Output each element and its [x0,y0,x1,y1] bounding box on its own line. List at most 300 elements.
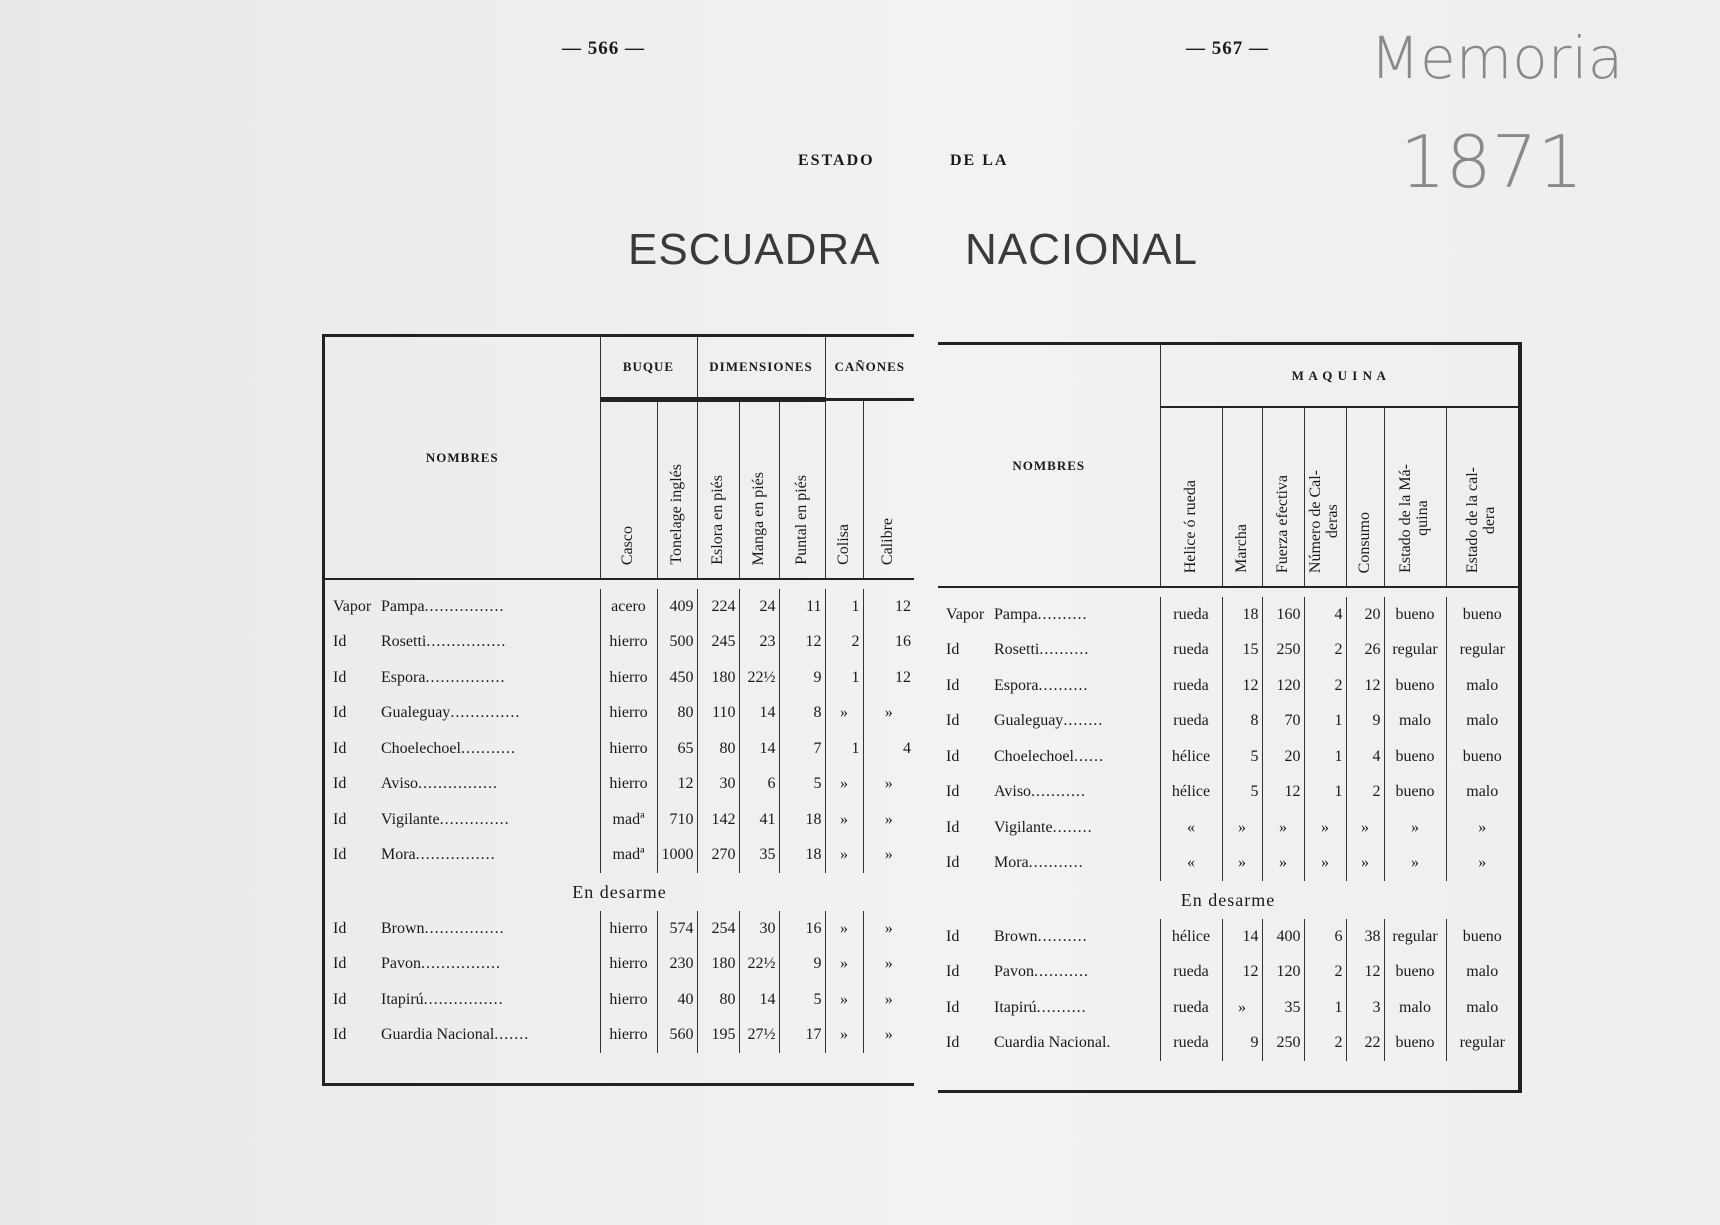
left-cell: hierro [600,1018,657,1054]
ship-name: Aviso [381,775,419,793]
right-cell: » [1304,846,1346,882]
ship-name: Brown [994,927,1038,945]
left-cell: 16 [863,625,914,661]
left-cell: 18 [779,802,825,838]
left-cell: madª [600,802,657,838]
right-cell: 1 [1304,990,1346,1026]
left-ship-name-cell [325,589,600,625]
right-col-header-2 [1262,407,1304,587]
left-cell: 230 [657,947,697,983]
leader-dots: ........... [1028,854,1084,872]
buque-header: BUQUE [622,358,675,374]
left-cell: 14 [739,696,779,732]
left-cell: 22½ [739,947,779,983]
left-col-text: Colisa [834,524,852,565]
left-col-header-6 [863,399,914,579]
right-ship-name-cell [938,955,1160,991]
right-cell: 1 [1304,704,1346,740]
left-col-label [836,524,853,565]
leader-dots: .......... [1039,641,1090,659]
right-cell: rueda [1160,597,1222,633]
right-table-row [938,1026,1518,1062]
left-col-header-3 [739,399,779,579]
leader-dots: .......... [1037,605,1088,623]
right-table [938,345,1518,1061]
right-cell: 9 [1346,704,1384,740]
left-cell: hierro [600,696,657,732]
left-ship-name-cell [325,802,600,838]
row-prefix: Id [333,668,347,686]
right-cell: 70 [1262,704,1304,740]
leader-dots: ........... [1031,783,1087,801]
left-cell: 2 [825,625,863,661]
right-table-frame [938,342,1522,1093]
right-cell: malo [1446,775,1518,811]
right-cell: rueda [1160,704,1222,740]
left-cell: 195 [697,1018,739,1054]
left-cell: 41 [739,802,779,838]
right-col-label [1275,475,1292,573]
left-col-label [880,518,897,565]
row-prefix: Id [946,998,960,1016]
left-col-header-2 [697,399,739,579]
right-col-label [1398,464,1432,573]
left-cell: 14 [739,731,779,767]
left-table-row [325,660,914,696]
right-col-header-3 [1304,407,1346,587]
left-ship-name-cell [325,947,600,983]
right-col-text: Helice ó rueda [1181,479,1199,573]
right-table-row [938,810,1518,846]
ship-name: Pavon [381,955,421,973]
right-col-label [1308,470,1342,573]
ship-name: Vigilante [994,818,1053,836]
right-cell: 400 [1262,919,1304,955]
right-cell: regular [1446,1026,1518,1062]
leader-dots: ........... [460,739,516,757]
left-table-row [325,982,914,1018]
ship-name: Gualeguay [381,704,451,722]
leader-dots: ........ [1052,818,1093,836]
row-prefix: Id [333,739,347,757]
right-table-row [938,919,1518,955]
left-cell: 12 [779,625,825,661]
right-cell: 9 [1222,1026,1262,1062]
left-cell: 12 [657,767,697,803]
left-cell: 270 [697,838,739,874]
left-cell: hierro [600,911,657,947]
left-cell: 245 [697,625,739,661]
left-table-frame [322,334,914,1086]
right-cell: malo [1446,704,1518,740]
left-col-text: Puntal en piés [792,475,810,565]
right-col-text: Marcha [1232,524,1250,573]
left-cell: 16 [779,911,825,947]
leader-dots: ................ [423,990,504,1008]
left-ship-name-cell [325,911,600,947]
left-col-label [794,475,811,565]
ship-name: Vigilante [381,810,440,828]
left-cell: 24 [739,589,779,625]
right-cell: » [1446,810,1518,846]
right-cell: 120 [1262,668,1304,704]
title-right: NACIONAL [965,225,1198,274]
left-cell: 1 [825,731,863,767]
left-ship-name-cell [325,660,600,696]
right-cell: » [1262,810,1304,846]
left-cell: 5 [779,982,825,1018]
right-col-header-0 [1160,407,1222,587]
right-cell: malo [1446,955,1518,991]
ship-name: Choelechoel [994,747,1074,765]
right-table-row [938,704,1518,740]
row-prefix: Id [946,963,960,981]
row-prefix: Vapor [333,597,372,615]
left-col-label [669,464,686,565]
right-cell: bueno [1384,955,1446,991]
right-cell: rueda [1160,1026,1222,1062]
right-cell: rueda [1160,955,1222,991]
right-cell: rueda [1160,668,1222,704]
right-cell: hélice [1160,739,1222,775]
row-prefix: Id [333,704,347,722]
left-cell: » [825,947,863,983]
left-cell: 12 [863,589,914,625]
right-cell: 20 [1262,739,1304,775]
right-nombres-header: NOMBRES [1012,457,1086,473]
maquina-header: M A Q U I N A [1291,367,1387,383]
leader-dots: .......... [1037,927,1088,945]
left-cell: hierro [600,660,657,696]
left-table-row [325,911,914,947]
right-cell: rueda [1160,990,1222,1026]
right-cell: » [1262,846,1304,882]
right-cell: 12 [1262,775,1304,811]
leader-dots: .......... [1038,676,1089,694]
ship-name: Cuardia Nacional [994,1034,1107,1052]
left-cell: 65 [657,731,697,767]
right-cell: 120 [1262,955,1304,991]
right-cell: malo [1384,990,1446,1026]
left-col-text: Casco [619,525,637,565]
right-cell: 18 [1222,597,1262,633]
row-prefix: Id [946,676,960,694]
canones-header: CAÑONES [834,359,906,375]
row-prefix: Id [946,818,960,836]
left-cell: 180 [697,947,739,983]
left-cell: » [825,696,863,732]
right-col-text: Número de Cal- deras [1307,469,1341,573]
right-cell: 5 [1222,775,1262,811]
right-cell: 14 [1222,919,1262,955]
row-prefix: Id [333,955,347,973]
right-cell: 12 [1346,668,1384,704]
right-table-row [938,990,1518,1026]
left-cell: acero [600,589,657,625]
left-table-row [325,696,914,732]
right-cell: bueno [1384,739,1446,775]
right-cell: 2 [1304,955,1346,991]
right-col-text: Estado de la cal- dera [1464,466,1499,573]
right-cell: 4 [1304,597,1346,633]
ship-name: Choelechoel [381,739,461,757]
ship-name: Aviso [994,783,1032,801]
left-cell: 80 [697,982,739,1018]
left-cell: 40 [657,982,697,1018]
right-cell: » [1446,846,1518,882]
left-col-label [620,526,637,565]
right-cell: » [1346,810,1384,846]
page-number-right: — 567 — [1186,38,1269,59]
right-cell: « [1160,846,1222,882]
left-nombres-header: NOMBRES [425,449,499,465]
right-cell: » [1222,990,1262,1026]
row-prefix: Id [333,990,347,1008]
right-cell: bueno [1446,919,1518,955]
right-cell: 20 [1346,597,1384,633]
left-cell: 710 [657,802,697,838]
ship-name: Rosetti [381,633,427,651]
leader-dots: ................ [415,846,496,864]
left-cell: 110 [697,696,739,732]
right-cell: 4 [1346,739,1384,775]
row-prefix: Id [333,919,347,937]
ship-name: Espora [994,676,1039,694]
row-prefix: Id [333,775,347,793]
left-cell: 11 [779,589,825,625]
dimensiones-header: DIMENSIONES [709,358,813,374]
left-cell: 142 [697,802,739,838]
right-ship-name-cell [938,668,1160,704]
left-cell: 500 [657,625,697,661]
ship-name: Rosetti [994,641,1040,659]
right-cell: « [1160,810,1222,846]
left-table-row [325,1018,914,1054]
leader-dots: ................ [424,919,505,937]
left-col-text: Tonelage inglés [667,464,685,565]
right-cell: 35 [1262,990,1304,1026]
left-cell: hierro [600,625,657,661]
left-cell: 8 [779,696,825,732]
right-cell: bueno [1446,739,1518,775]
right-col-text: Fuerza efectiva [1273,474,1291,573]
ship-name: Pampa [994,605,1038,623]
left-ship-name-cell [325,696,600,732]
right-cell: bueno [1384,775,1446,811]
ship-name: Itapirú [994,998,1037,1016]
leader-dots: ........... [1034,963,1089,981]
left-cell: hierro [600,767,657,803]
left-cell: 1 [825,660,863,696]
left-cell: 23 [739,625,779,661]
row-prefix: Id [946,783,960,801]
left-col-header-0 [600,399,657,579]
leader-dots: ................ [424,597,505,615]
left-col-header-1 [657,399,697,579]
right-col-text: Estado de la Má- quina [1397,464,1431,573]
right-table-row [938,955,1518,991]
left-cell: » [825,911,863,947]
right-cell: » [1346,846,1384,882]
right-table-row [938,597,1518,633]
right-col-header-5 [1384,407,1446,587]
right-cell: regular [1446,633,1518,669]
right-table-row [938,633,1518,669]
right-table-row [938,775,1518,811]
right-col-header-1 [1222,407,1262,587]
right-cell: » [1384,810,1446,846]
right-col-label [1357,512,1374,573]
right-cell: 3 [1346,990,1384,1026]
right-ship-name-cell [938,846,1160,882]
leader-dots: ................ [418,775,499,793]
right-cell: 8 [1222,704,1262,740]
row-prefix: Id [333,1026,347,1044]
left-cell: » [863,802,914,838]
left-col-text: Manga en piés [749,471,767,565]
right-cell: regular [1384,633,1446,669]
row-prefix: Id [946,747,960,765]
left-cell: 9 [779,660,825,696]
right-cell: 1 [1304,739,1346,775]
right-cell: malo [1446,990,1518,1026]
left-table-row [325,731,914,767]
left-cell: » [825,767,863,803]
left-col-label [710,475,727,565]
leader-dots: ................ [421,955,501,973]
right-cell: 1 [1304,775,1346,811]
left-cell: 409 [657,589,697,625]
right-cell: 250 [1262,1026,1304,1062]
row-prefix: Id [946,712,960,730]
left-cell: 1000 [657,838,697,874]
left-cell: » [825,802,863,838]
left-cell: 35 [739,838,779,874]
right-desarme-label: En desarme [1180,889,1276,910]
right-col-header-6 [1446,407,1518,587]
right-cell: » [1222,846,1262,882]
left-table-row [325,589,914,625]
left-cell: 80 [697,731,739,767]
ship-name: Mora [381,846,416,864]
left-cell: » [863,696,914,732]
right-col-text: Consumo [1355,511,1373,573]
right-cell: malo [1446,668,1518,704]
row-prefix: Id [946,927,960,945]
right-cell: 38 [1346,919,1384,955]
leader-dots: .............. [439,810,510,828]
right-cell: » [1222,810,1262,846]
left-cell: » [863,911,914,947]
right-col-label [1183,480,1200,573]
left-cell: 30 [739,911,779,947]
left-table-row [325,802,914,838]
left-cell: 17 [779,1018,825,1054]
right-ship-name-cell [938,990,1160,1026]
left-table-row [325,767,914,803]
left-table-row [325,625,914,661]
left-cell: hierro [600,731,657,767]
left-cell: 9 [779,947,825,983]
left-cell: 4 [863,731,914,767]
left-cell: » [825,838,863,874]
row-prefix: Id [333,810,347,828]
ship-name: Mora [994,854,1029,872]
estado-heading: ESTADO [798,152,875,169]
left-cell: 27½ [739,1018,779,1054]
right-cell: 26 [1346,633,1384,669]
right-ship-name-cell [938,810,1160,846]
right-cell: 250 [1262,633,1304,669]
left-desarme-label: En desarme [572,881,667,902]
left-cell: 574 [657,911,697,947]
right-cell: 2 [1304,633,1346,669]
leader-dots: ........ [1063,712,1104,730]
left-ship-name-cell [325,838,600,874]
right-cell: 160 [1262,597,1304,633]
leader-dots: .............. [450,704,521,722]
left-cell: 450 [657,660,697,696]
right-ship-name-cell [938,704,1160,740]
left-ship-name-cell [325,625,600,661]
left-cell: » [863,1018,914,1054]
right-cell: 6 [1304,919,1346,955]
left-cell: » [825,1018,863,1054]
right-cell: 15 [1222,633,1262,669]
left-cell: 180 [697,660,739,696]
right-cell: rueda [1160,633,1222,669]
left-table-row [325,838,914,874]
leader-dots: ...... [1073,747,1104,765]
left-cell: hierro [600,947,657,983]
right-cell: 12 [1346,955,1384,991]
right-ship-name-cell [938,1026,1160,1062]
left-ship-name-cell [325,982,600,1018]
right-cell: 5 [1222,739,1262,775]
left-cell: 1 [825,589,863,625]
right-ship-name-cell [938,919,1160,955]
right-cell: regular [1384,919,1446,955]
right-cell: » [1384,846,1446,882]
right-cell: 12 [1222,668,1262,704]
left-ship-name-cell [325,731,600,767]
right-cell: 12 [1222,955,1262,991]
left-cell: 560 [657,1018,697,1054]
left-cell: 80 [657,696,697,732]
left-ship-name-cell [325,1018,600,1054]
right-cell: 2 [1304,1026,1346,1062]
right-col-label [1234,524,1251,573]
row-prefix: Id [946,854,960,872]
left-col-label [751,472,768,565]
right-cell: bueno [1384,668,1446,704]
left-cell: 18 [779,838,825,874]
left-cell: » [863,982,914,1018]
row-prefix: Id [333,633,347,651]
left-table-row [325,947,914,983]
left-cell: » [825,982,863,1018]
left-col-text: Eslora en piés [708,475,726,565]
ship-name: Brown [381,919,425,937]
page-number-left: — 566 — [562,38,645,59]
leader-dots: ................ [426,633,507,651]
right-table-row [938,739,1518,775]
ship-name: Itapirú [381,990,424,1008]
left-cell: 5 [779,767,825,803]
left-cell: » [863,947,914,983]
right-cell: » [1304,810,1346,846]
left-cell: hierro [600,982,657,1018]
